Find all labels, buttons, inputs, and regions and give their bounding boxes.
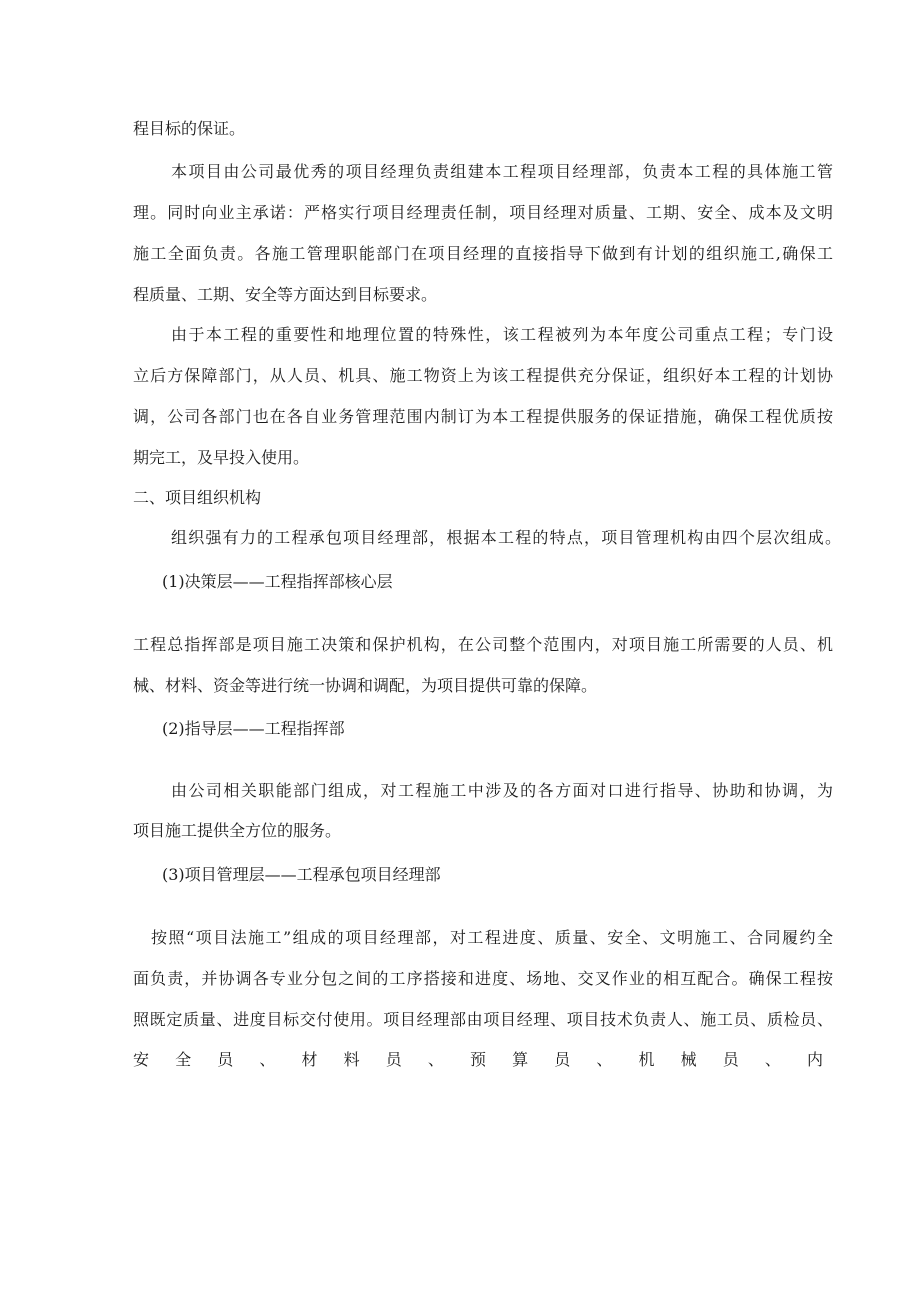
text-line-16: 由公司相关职能部门组成，对工程施工中涉及的各方面对口进行指导、协助和协调，为	[171, 781, 833, 800]
text-line-17: 项目施工提供全方位的服务。	[133, 821, 342, 840]
text-line-3: 理。同时向业主承诺：严格实行项目经理责任制，项目经理对质量、工期、安全、成本及文明	[133, 203, 833, 222]
text-line-22: 安全员、材料员、预算员、机械员、内	[133, 1050, 823, 1069]
text-line-7: 立后方保障部门，从人员、机具、施工物资上为该工程提供充分保证，组织好本工程的计划协	[133, 366, 833, 385]
text-line-2: 本项目由公司最优秀的项目经理负责组建本工程项目经理部，负责本工程的具体施工管	[171, 162, 833, 181]
text-line-5: 程质量、工期、安全等方面达到目标要求。	[133, 285, 438, 304]
text-line-19: 按照“项目法施工”组成的项目经理部，对工程进度、质量、安全、文明施工、合同履约全	[151, 928, 833, 947]
text-line-11: 组织强有力的工程承包项目经理部，根据本工程的特点，项目管理机构由四个层次组成。	[171, 528, 841, 547]
text-line-14: 械、材料、资金等进行统一协调和调配，为项目提供可靠的保障。	[133, 676, 598, 695]
text-line-8: 调，公司各部门也在各自业务管理范围内制订为本工程提供服务的保证措施，确保工程优质按	[133, 407, 833, 426]
text-line-20: 面负责，并协调各专业分包之间的工序搭接和进度、场地、交叉作业的相互配合。确保工程按	[133, 969, 833, 988]
subheading-2: (2)指导层——工程指挥部	[162, 719, 345, 738]
text-line-9: 期完工，及早投入使用。	[133, 448, 310, 467]
text-line-21: 照既定质量、进度目标交付使用。项目经理部由项目经理、项目技术负责人、施工员、质检员、	[133, 1010, 833, 1029]
section-heading: 二、项目组织机构	[133, 488, 262, 507]
subheading-1: (1)决策层——工程指挥部核心层	[162, 572, 393, 591]
text-line-13: 工程总指挥部是项目施工决策和保护机构，在公司整个范围内，对项目施工所需要的人员、机	[133, 635, 833, 654]
text-line-1: 程目标的保证。	[133, 119, 246, 138]
text-line-6: 由于本工程的重要性和地理位置的特殊性，该工程被列为本年度公司重点工程；专门设	[171, 325, 833, 344]
subheading-3: (3)项目管理层——工程承包项目经理部	[162, 865, 441, 884]
text-line-4: 施工全面负责。各施工管理职能部门在项目经理的直接指导下做到有计划的组织施工,确保工	[133, 244, 833, 263]
